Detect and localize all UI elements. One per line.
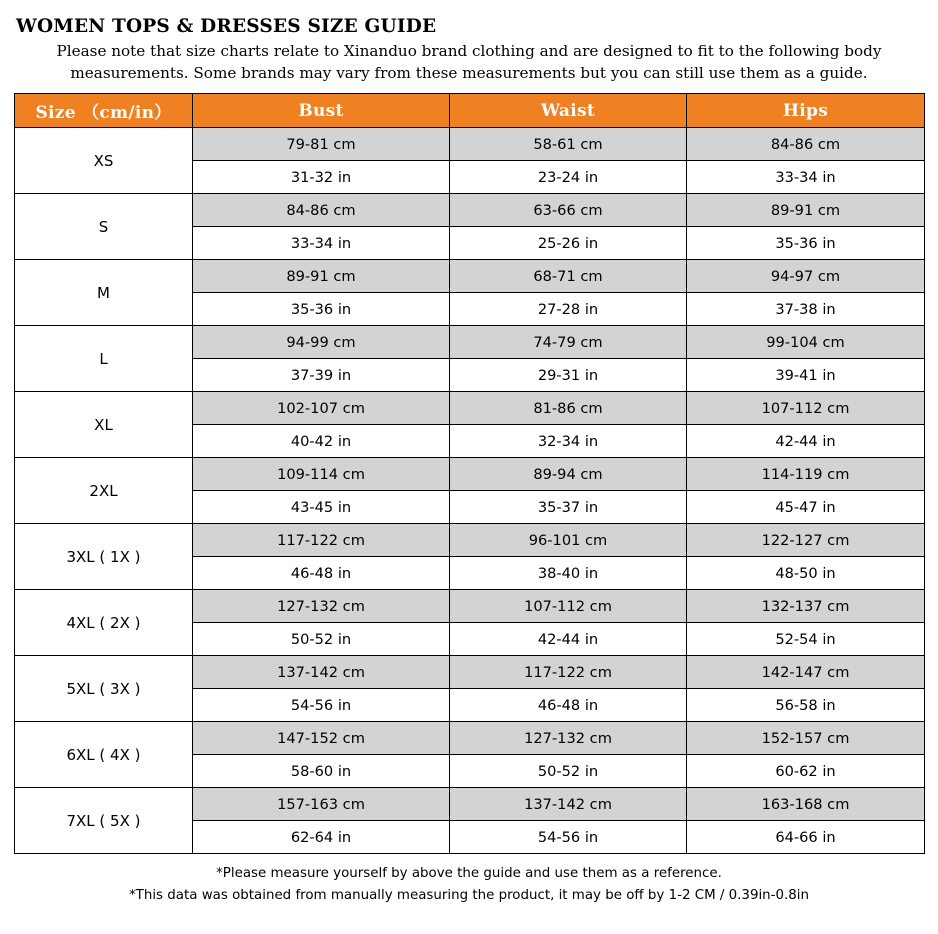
size-label: S xyxy=(15,194,193,260)
waist-cm-value: 89-94 cm xyxy=(450,458,687,491)
hips-cm-value: 94-97 cm xyxy=(687,260,925,293)
waist-in-value: 54-56 in xyxy=(450,821,687,854)
table-header-row xyxy=(15,94,925,128)
hips-in-value: 52-54 in xyxy=(687,623,925,656)
footer-note-1: *Please measure yourself by above the guide and use them as a reference. xyxy=(216,866,722,882)
bust-in-value: 40-42 in xyxy=(193,425,450,458)
bust-in-value: 54-56 in xyxy=(193,689,450,722)
waist-in-value: 42-44 in xyxy=(450,623,687,656)
footer-note-2: *This data was obtained from manually measuring the product, it may be off by 1-2 CM / 0.39in-0.8in xyxy=(128,887,810,903)
waist-in-value: 23-24 in xyxy=(450,161,687,194)
hips-cm-value: 142-147 cm xyxy=(687,656,925,689)
bust-cm-value: 147-152 cm xyxy=(193,722,450,755)
hips-in-value: 35-36 in xyxy=(687,227,925,260)
waist-cm-value: 81-86 cm xyxy=(450,392,687,425)
waist-cm-value: 107-112 cm xyxy=(450,590,687,623)
bust-cm-value: 109-114 cm xyxy=(193,458,450,491)
size-label: 5XL ( 3X ) xyxy=(15,656,193,722)
size-label: 7XL ( 5X ) xyxy=(15,788,193,854)
hips-in-value: 42-44 in xyxy=(687,425,925,458)
bust-cm-value: 102-107 cm xyxy=(193,392,450,425)
table-row xyxy=(15,788,925,821)
waist-in-value: 50-52 in xyxy=(450,755,687,788)
bust-in-value: 35-36 in xyxy=(193,293,450,326)
bust-in-value: 37-39 in xyxy=(193,359,450,392)
column-header-waist: Waist xyxy=(450,94,687,128)
bust-cm-value: 84-86 cm xyxy=(193,194,450,227)
table-header xyxy=(15,94,925,128)
table-row xyxy=(15,128,925,161)
table-row xyxy=(15,656,925,689)
size-chart-table xyxy=(14,93,925,854)
bust-in-value: 62-64 in xyxy=(193,821,450,854)
waist-cm-value: 58-61 cm xyxy=(450,128,687,161)
table-row xyxy=(15,590,925,623)
bust-in-value: 31-32 in xyxy=(193,161,450,194)
waist-cm-value: 96-101 cm xyxy=(450,524,687,557)
hips-cm-value: 114-119 cm xyxy=(687,458,925,491)
bust-in-value: 33-34 in xyxy=(193,227,450,260)
waist-cm-value: 63-66 cm xyxy=(450,194,687,227)
waist-cm-value: 74-79 cm xyxy=(450,326,687,359)
hips-in-value: 33-34 in xyxy=(687,161,925,194)
hips-cm-value: 99-104 cm xyxy=(687,326,925,359)
bust-in-value: 58-60 in xyxy=(193,755,450,788)
bust-in-value: 43-45 in xyxy=(193,491,450,524)
hips-in-value: 48-50 in xyxy=(687,557,925,590)
hips-in-value: 64-66 in xyxy=(687,821,925,854)
column-header-hips: Hips xyxy=(687,94,925,128)
hips-in-value: 56-58 in xyxy=(687,689,925,722)
hips-in-value: 39-41 in xyxy=(687,359,925,392)
waist-in-value: 46-48 in xyxy=(450,689,687,722)
hips-cm-value: 132-137 cm xyxy=(687,590,925,623)
column-header-bust: Bust xyxy=(193,94,450,128)
hips-in-value: 37-38 in xyxy=(687,293,925,326)
table-row xyxy=(15,194,925,227)
page-title: WOMEN TOPS & DRESSES SIZE GUIDE xyxy=(16,16,437,37)
bust-cm-value: 137-142 cm xyxy=(193,656,450,689)
bust-in-value: 46-48 in xyxy=(193,557,450,590)
size-label: M xyxy=(15,260,193,326)
waist-cm-value: 137-142 cm xyxy=(450,788,687,821)
waist-in-value: 25-26 in xyxy=(450,227,687,260)
waist-in-value: 32-34 in xyxy=(450,425,687,458)
table-row xyxy=(15,392,925,425)
column-header-size: Size （cm/in） xyxy=(15,94,193,128)
hips-cm-value: 107-112 cm xyxy=(687,392,925,425)
hips-cm-value: 163-168 cm xyxy=(687,788,925,821)
size-label: 6XL ( 4X ) xyxy=(15,722,193,788)
table-row xyxy=(15,722,925,755)
hips-cm-value: 89-91 cm xyxy=(687,194,925,227)
waist-cm-value: 68-71 cm xyxy=(450,260,687,293)
size-label: 2XL xyxy=(15,458,193,524)
bust-cm-value: 127-132 cm xyxy=(193,590,450,623)
waist-in-value: 27-28 in xyxy=(450,293,687,326)
waist-in-value: 35-37 in xyxy=(450,491,687,524)
size-label: 3XL ( 1X ) xyxy=(15,524,193,590)
hips-cm-value: 152-157 cm xyxy=(687,722,925,755)
hips-in-value: 45-47 in xyxy=(687,491,925,524)
footer-notes xyxy=(14,863,924,906)
waist-in-value: 29-31 in xyxy=(450,359,687,392)
table-row xyxy=(15,458,925,491)
table-body xyxy=(15,128,925,854)
bust-cm-value: 117-122 cm xyxy=(193,524,450,557)
hips-cm-value: 84-86 cm xyxy=(687,128,925,161)
bust-cm-value: 89-91 cm xyxy=(193,260,450,293)
bust-cm-value: 94-99 cm xyxy=(193,326,450,359)
size-label: 4XL ( 2X ) xyxy=(15,590,193,656)
waist-cm-value: 127-132 cm xyxy=(450,722,687,755)
size-guide-note: Please note that size charts relate to Xinanduo brand clothing and are designed to fit to the following body measurements. Some brands may vary from these measurements but you can still use them as a guide. xyxy=(56,42,882,82)
table-row xyxy=(15,524,925,557)
waist-in-value: 38-40 in xyxy=(450,557,687,590)
table-row xyxy=(15,260,925,293)
waist-cm-value: 117-122 cm xyxy=(450,656,687,689)
size-label: XL xyxy=(15,392,193,458)
size-label: L xyxy=(15,326,193,392)
bust-in-value: 50-52 in xyxy=(193,623,450,656)
hips-cm-value: 122-127 cm xyxy=(687,524,925,557)
size-label: XS xyxy=(15,128,193,194)
hips-in-value: 60-62 in xyxy=(687,755,925,788)
bust-cm-value: 157-163 cm xyxy=(193,788,450,821)
bust-cm-value: 79-81 cm xyxy=(193,128,450,161)
table-row xyxy=(15,326,925,359)
